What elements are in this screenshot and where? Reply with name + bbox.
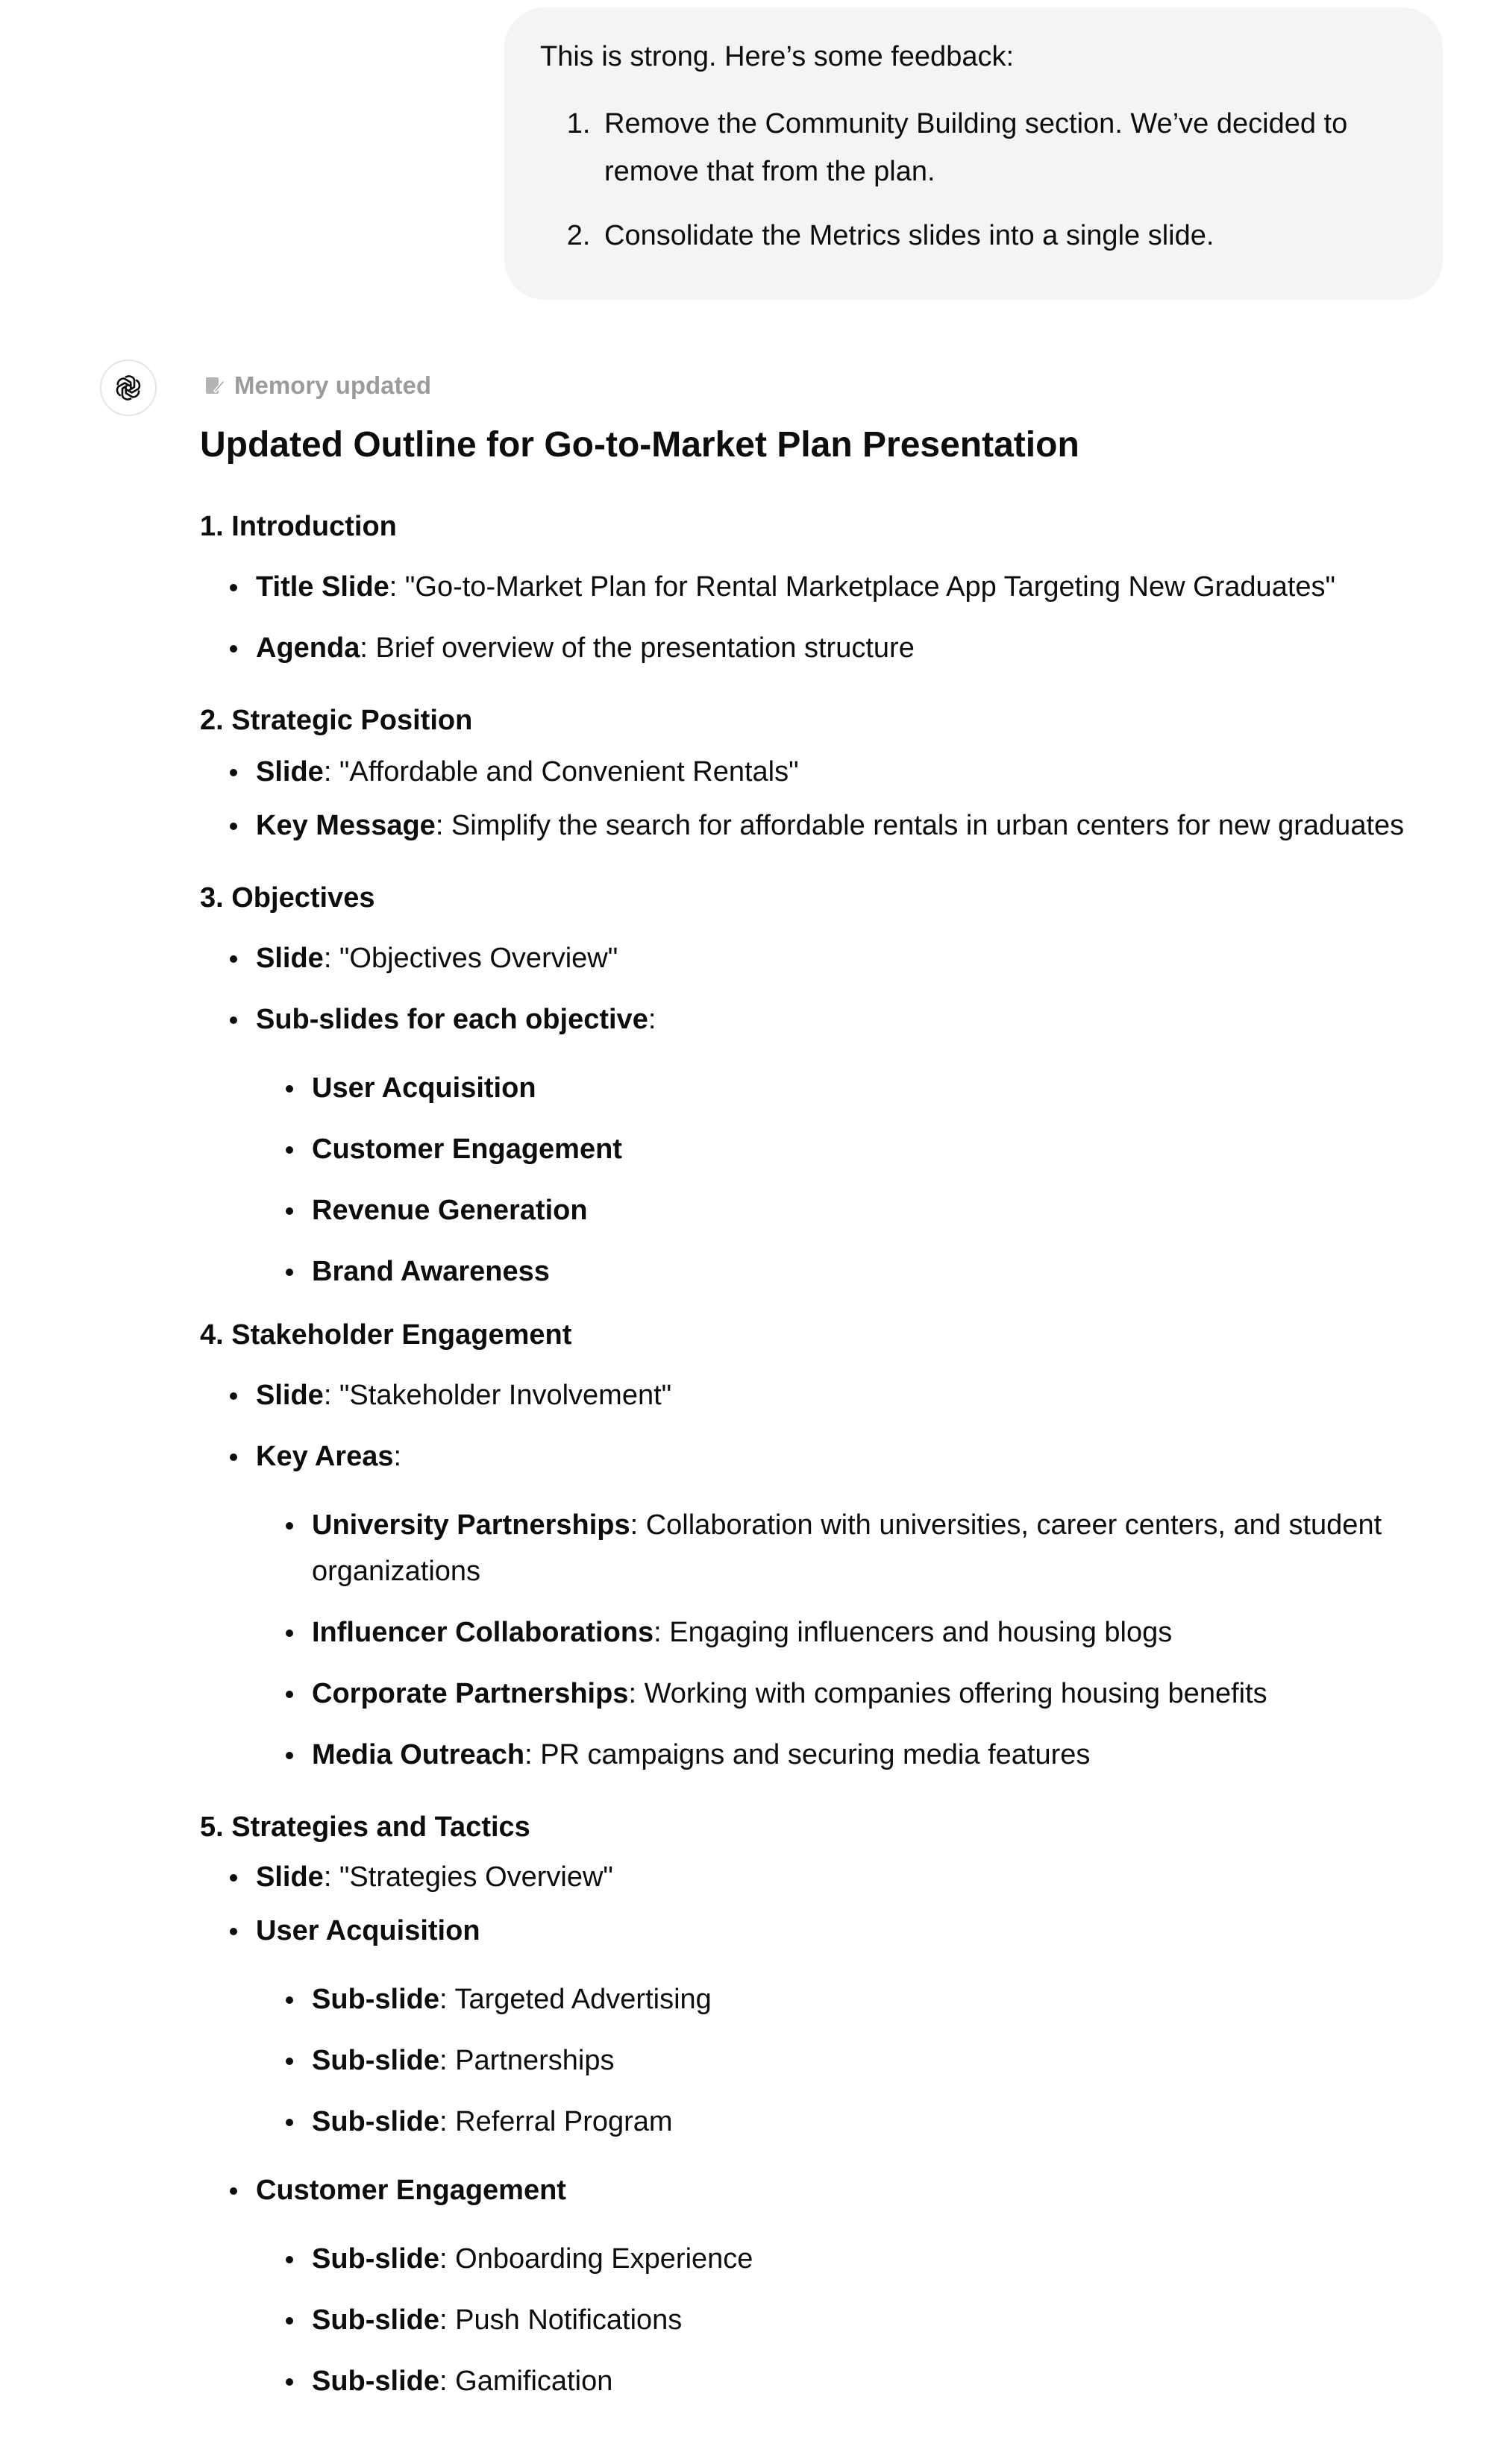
item-text: : Engaging influencers and housing blogs	[653, 1617, 1173, 1648]
list-item	[200, 1502, 1468, 1594]
item-text: : Targeted Advertising	[439, 1984, 712, 2015]
outline-section	[200, 504, 1468, 671]
item-label: Sub-slide	[312, 2045, 440, 2076]
section-heading: 3. Objectives	[200, 882, 375, 914]
list-item	[200, 1248, 1468, 1295]
outline-section	[200, 1805, 1468, 2404]
outline-section	[200, 698, 1468, 849]
item-label: Customer Engagement	[312, 1134, 622, 1165]
item-text: : PR campaigns and securing media features	[524, 1739, 1091, 1770]
list-item	[200, 996, 1468, 1043]
item-label: University Partnerships	[312, 1509, 630, 1541]
outline-section	[200, 876, 1468, 1295]
list-item	[200, 1372, 1468, 1418]
item-label: Sub-slide	[312, 2304, 440, 2336]
bullet-list	[200, 564, 1468, 671]
feedback-item: 1. Remove the Community Building section. We’ve decided to remove that from the plan.	[598, 100, 1407, 195]
item-label: Brand Awareness	[312, 1256, 550, 1287]
nested-bullet-list	[200, 1502, 1468, 1778]
item-label: User Acquisition	[312, 1072, 536, 1104]
bullet-list	[200, 1372, 1468, 1480]
item-label: Revenue Generation	[312, 1195, 588, 1226]
list-item	[200, 2358, 1468, 2404]
nested-bullet-list	[200, 2236, 1468, 2404]
feedback-list	[540, 100, 1407, 260]
item-text: : Gamification	[439, 2366, 613, 2397]
item-text: : Working with companies offering housing benefits	[628, 1678, 1267, 1709]
user-message-bubble	[504, 7, 1443, 300]
list-item	[200, 564, 1468, 610]
item-text: : "Go-to-Market Plan for Rental Marketplace App Targeting New Graduates"	[389, 571, 1336, 603]
item-label: Customer Engagement	[256, 2175, 566, 2206]
item-text: : "Stakeholder Involvement"	[323, 1380, 672, 1411]
item-label: Title Slide	[256, 571, 389, 603]
bullet-list	[200, 749, 1468, 849]
list-item	[200, 2167, 1468, 2404]
list-item	[200, 1854, 1468, 1900]
outline-section	[200, 1313, 1468, 1778]
list-item	[200, 802, 1468, 849]
item-text: : "Affordable and Convenient Rentals"	[323, 756, 799, 788]
item-text: : Simplify the search for affordable rentals in urban centers for new graduates	[435, 810, 1405, 841]
item-text: : Brief overview of the presentation structure	[360, 632, 915, 664]
item-label: Slide	[256, 1380, 324, 1411]
item-label: Sub-slide	[312, 2243, 440, 2275]
user-message-intro: This is strong. Here’s some feedback:	[540, 41, 1015, 72]
item-label: Key Message	[256, 810, 436, 841]
item-label: Corporate Partnerships	[312, 1678, 629, 1709]
list-item	[200, 1976, 1468, 2023]
item-text: : Collaboration with universities, career centers, and student organizations	[312, 1509, 1382, 1587]
item-label: Slide	[256, 756, 324, 788]
list-item	[200, 2037, 1468, 2084]
list-item	[200, 2236, 1468, 2282]
item-text: : Onboarding Experience	[439, 2243, 753, 2275]
section-heading: 2. Strategic Position	[200, 705, 473, 736]
assistant-message	[200, 419, 1468, 2431]
item-label: Slide	[256, 943, 324, 974]
item-text: : "Strategies Overview"	[323, 1861, 613, 1893]
memory-edit-icon	[203, 374, 225, 397]
item-label: Agenda	[256, 632, 360, 664]
item-label: Sub-slide	[312, 1984, 440, 2015]
list-item	[200, 935, 1468, 981]
bullet-list	[200, 935, 1468, 1043]
memory-updated-indicator[interactable]	[203, 367, 431, 404]
item-label: Sub-slide	[312, 2106, 440, 2137]
feedback-item: 2. Consolidate the Metrics slides into a single slide.	[598, 212, 1407, 260]
list-item	[200, 1065, 1468, 1111]
list-item	[200, 2297, 1468, 2343]
list-item	[200, 1671, 1468, 1717]
list-item	[200, 1433, 1468, 1480]
memory-updated-label: Memory updated	[234, 371, 432, 399]
item-label: Influencer Collaborations	[312, 1617, 654, 1648]
item-label: Sub-slide	[312, 2366, 440, 2397]
assistant-avatar	[100, 359, 157, 416]
item-text: : "Objectives Overview"	[323, 943, 618, 974]
item-text: : Partnerships	[439, 2045, 615, 2076]
item-text: : Push Notifications	[439, 2304, 683, 2336]
item-text: :	[393, 1441, 402, 1472]
list-item	[200, 1609, 1468, 1656]
list-item	[200, 749, 1468, 795]
item-label: User Acquisition	[256, 1915, 480, 1946]
section-heading: 4. Stakeholder Engagement	[200, 1319, 572, 1351]
openai-logo-icon	[112, 371, 145, 404]
nested-bullet-list	[200, 1065, 1468, 1295]
item-text: :	[648, 1004, 656, 1035]
section-heading: 5. Strategies and Tactics	[200, 1811, 530, 1843]
item-label: Key Areas	[256, 1441, 394, 1472]
list-item	[200, 1732, 1468, 1778]
item-label: Sub-slides for each objective	[256, 1004, 648, 1035]
section-heading: 1. Introduction	[200, 511, 397, 542]
item-text: : Referral Program	[439, 2106, 673, 2137]
list-item	[200, 625, 1468, 671]
bullet-list	[200, 1854, 1468, 2404]
list-item	[200, 1187, 1468, 1233]
list-item	[200, 1126, 1468, 1172]
item-label: Slide	[256, 1861, 324, 1893]
list-item	[200, 2099, 1468, 2145]
item-label: Media Outreach	[312, 1739, 525, 1770]
outline-title: Updated Outline for Go-to-Market Plan Presentation	[200, 425, 1079, 465]
nested-bullet-list	[200, 1976, 1468, 2145]
list-item	[200, 1908, 1468, 2145]
